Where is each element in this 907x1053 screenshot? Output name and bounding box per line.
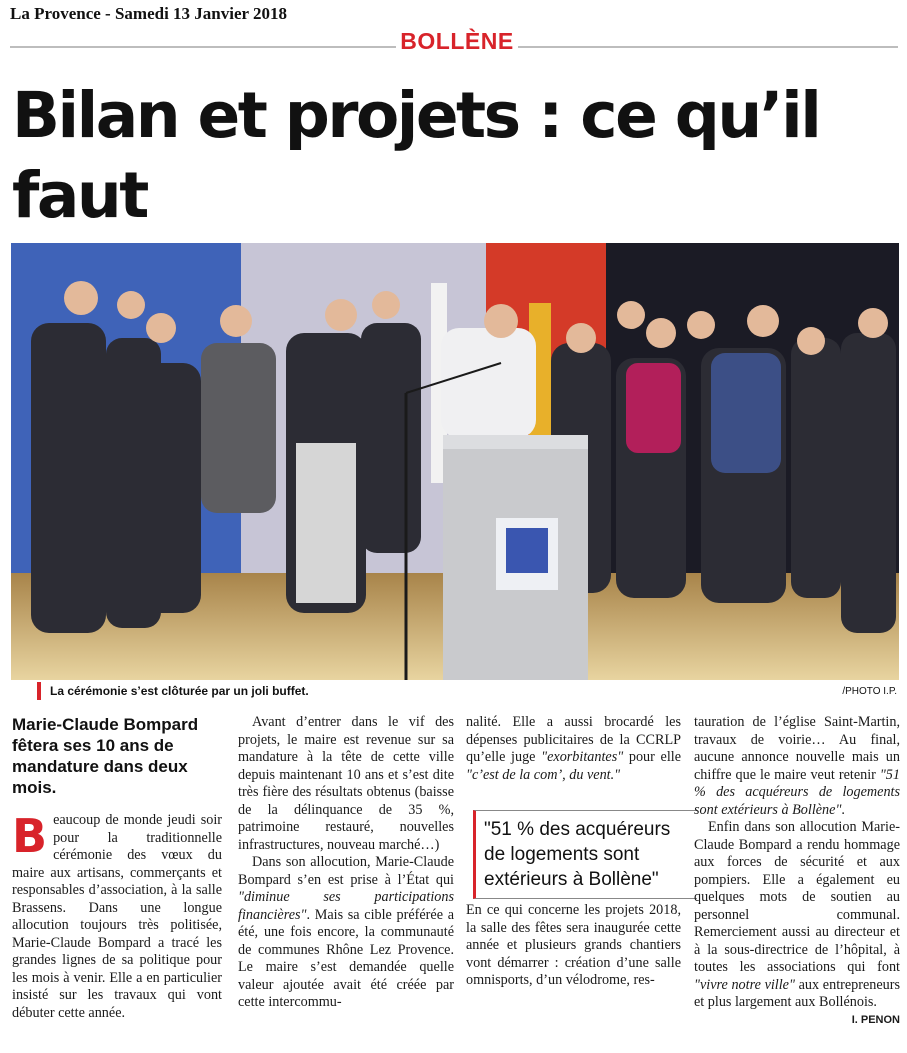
photo-credit: /PHOTO I.P. <box>842 686 897 697</box>
photo-caption: La cérémonie s’est clôturée par un joli buffet. <box>50 684 309 698</box>
masthead: La Provence - Samedi 13 Janvier 2018 <box>10 4 288 23</box>
article-paragraph: Avant d’entrer dans le vif des projets, le maire est revenue sur sa mandature à la tête de cette ville depuis maintenant 10 ans et s’est dite très fière des résultats obtenus (baisse de la délinquance de 35 %, patrimoine restauré, nouvelles infrastructures, nouveau marché…) <box>238 714 454 853</box>
header-rule-left <box>10 46 396 48</box>
article-paragraph: tauration de l’église Saint-Martin, travaux de voirie… Au final, aucune annonce nouvelle mais un chiffre que le maire veut retenir "51 % des acquéreurs de logements sont extérieurs à Bollène". <box>694 714 900 818</box>
article-column-2 <box>238 714 454 1012</box>
section-title: BOLLÈNE <box>400 28 514 54</box>
author-signature: I. PENON <box>851 1013 900 1026</box>
pull-quote: "51 % des acquéreurs de logements sont extérieurs à Bollène" <box>473 810 697 899</box>
article-paragraph: En ce qui concerne les projets 2018, la salle des fêtes sera inaugurée cette année et plusieurs grands chantiers vont démarrer : création d’une salle omnisports, d’un vélodrome, res- <box>466 902 681 988</box>
article-column-4 <box>694 714 900 1029</box>
ceremony-photo <box>11 243 899 680</box>
article-column-1 <box>12 714 222 1022</box>
header-rule-right <box>518 46 898 48</box>
headline-line-1: Bilan et projets : ce qu’il faut <box>12 79 820 232</box>
caption-marker <box>37 682 41 700</box>
article-lead: Marie-Claude Bompard fêtera ses 10 ans de mandature dans deux mois. <box>12 715 199 797</box>
article-paragraph: Beaucoup de monde jeudi soir pour la traditionnelle cérémonie des vœux du maire aux artisans, commerçants et responsables d’association, à la salle Brassens. Dans une longue allocution toujours très politisée, Marie-Claude Bompard a tracé les grandes lignes de sa politique pour les mois à venir. Elle a en particulier insisté sur les travaux qui vont débuter cette année. <box>12 809 222 1021</box>
drop-cap: B <box>12 809 48 863</box>
ceremony-photo-illustration <box>11 243 899 680</box>
article-paragraph: Enfin dans son allocution Marie-Claude Bompard a rendu hommage aux forces de sécurité et aux pompiers. Elle a également eu quelques mots de soutien au personnel communal. Remerciement aussi au directeur et à la sous-directrice de l’hôpital, à toutes les associations qui font "vivre notre ville" aux entrepreneurs et plus largement aux Bollénois. I. PENON <box>694 819 900 1012</box>
article-paragraph: Dans son allocution, Marie-Claude Bompard s’en est prise à l’État qui "diminue ses participations financières". Mais sa cible préférée a été, une fois encore, la communauté de communes Rhône Lez Provence. Le maire s’est demandée quelle valeur ajoutée avait été créée par cette intercommu- <box>238 854 454 1010</box>
article-paragraph: nalité. Elle a aussi brocardé les dépenses publicitaires de la CCRLP qu’elle juge "exorbitantes" pour elle "c’est de la com’, du vent." <box>466 714 681 783</box>
